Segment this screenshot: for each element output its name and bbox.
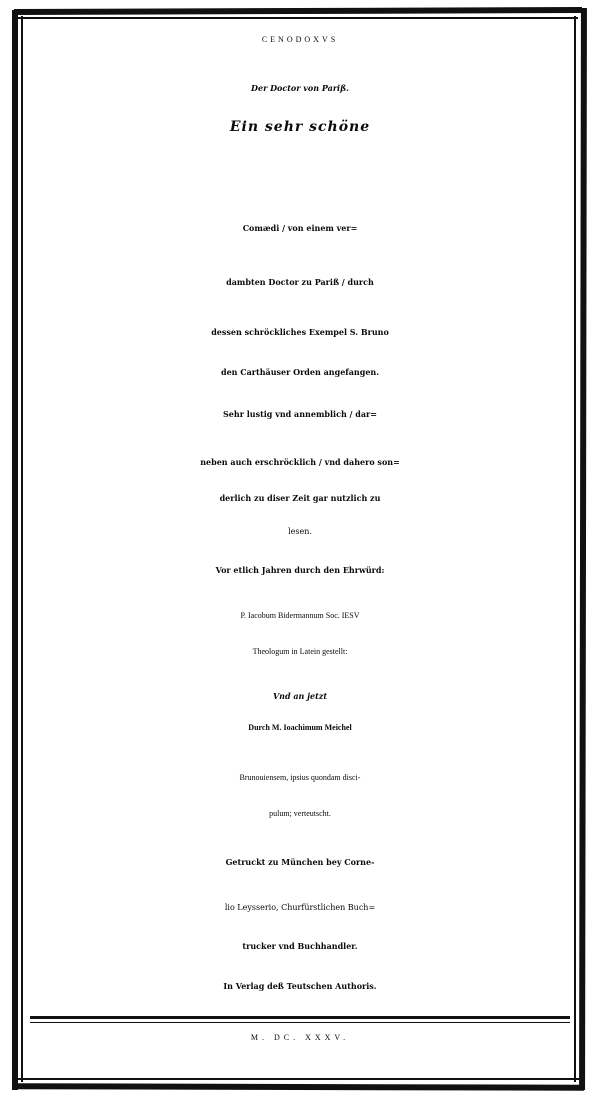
publication-date: M. DC. XXXV. — [250, 1033, 350, 1042]
page-border-left — [12, 10, 18, 1090]
praise-line-1: Sehr lustig vnd annemblich / dar= — [223, 409, 377, 419]
translator-line-3: pulum; verteutscht. — [269, 809, 331, 818]
page-border-right-inner — [574, 16, 576, 1082]
imprint-line-1: Getruckt zu München bey Corne- — [225, 857, 375, 867]
work-title: CENODOXVS — [261, 35, 339, 44]
praise-line-4: lesen. — [288, 527, 312, 536]
description-line-1: Comædi / von einem ver= — [242, 223, 358, 233]
author-line-1: Vor etlich Jahren durch den Ehrwürd: — [215, 565, 385, 575]
page-border-top — [14, 7, 582, 15]
imprint-line-4: In Verlag deß Teutschen Authoris. — [223, 981, 377, 991]
author-line-2: P. Iacobum Bidermannum Soc. IESV — [240, 611, 360, 620]
imprint-line-2: lio Leysserio, Churfürstlichen Buch= — [224, 903, 376, 912]
page-border-top-inner — [18, 17, 578, 19]
headline: Ein sehr schöne — [229, 119, 371, 135]
page-border-bottom — [14, 1083, 584, 1090]
translator-intro: Vnd an jetzt — [272, 691, 328, 701]
subtitle: Der Doctor von Pariß. — [251, 83, 349, 93]
page-border-bottom-inner — [18, 1078, 580, 1080]
author-line-3: Theologum in Latein gestellt: — [252, 647, 348, 656]
description-line-2: dambten Doctor zu Pariß / durch — [226, 277, 374, 287]
date-rule-thin — [30, 1022, 570, 1023]
praise-line-3: derlich zu diser Zeit gar nutzlich zu — [219, 493, 381, 503]
translator-line-2: Brunouiensem, ipsius quondam disci- — [239, 773, 361, 782]
translator-line-1: Durch M. Ioachimum Meichel — [248, 723, 352, 732]
description-line-3: dessen schröckliches Exempel S. Bruno — [211, 327, 389, 337]
imprint-line-3: trucker vnd Buchhandler. — [242, 941, 358, 951]
description-line-4: den Carthäuser Orden angefangen. — [220, 367, 380, 377]
page-border-left-inner — [21, 16, 23, 1082]
date-rule-thick — [30, 1016, 570, 1019]
page-border-right — [579, 8, 587, 1090]
praise-line-2: neben auch erschröcklich / vnd dahero son= — [200, 457, 400, 467]
